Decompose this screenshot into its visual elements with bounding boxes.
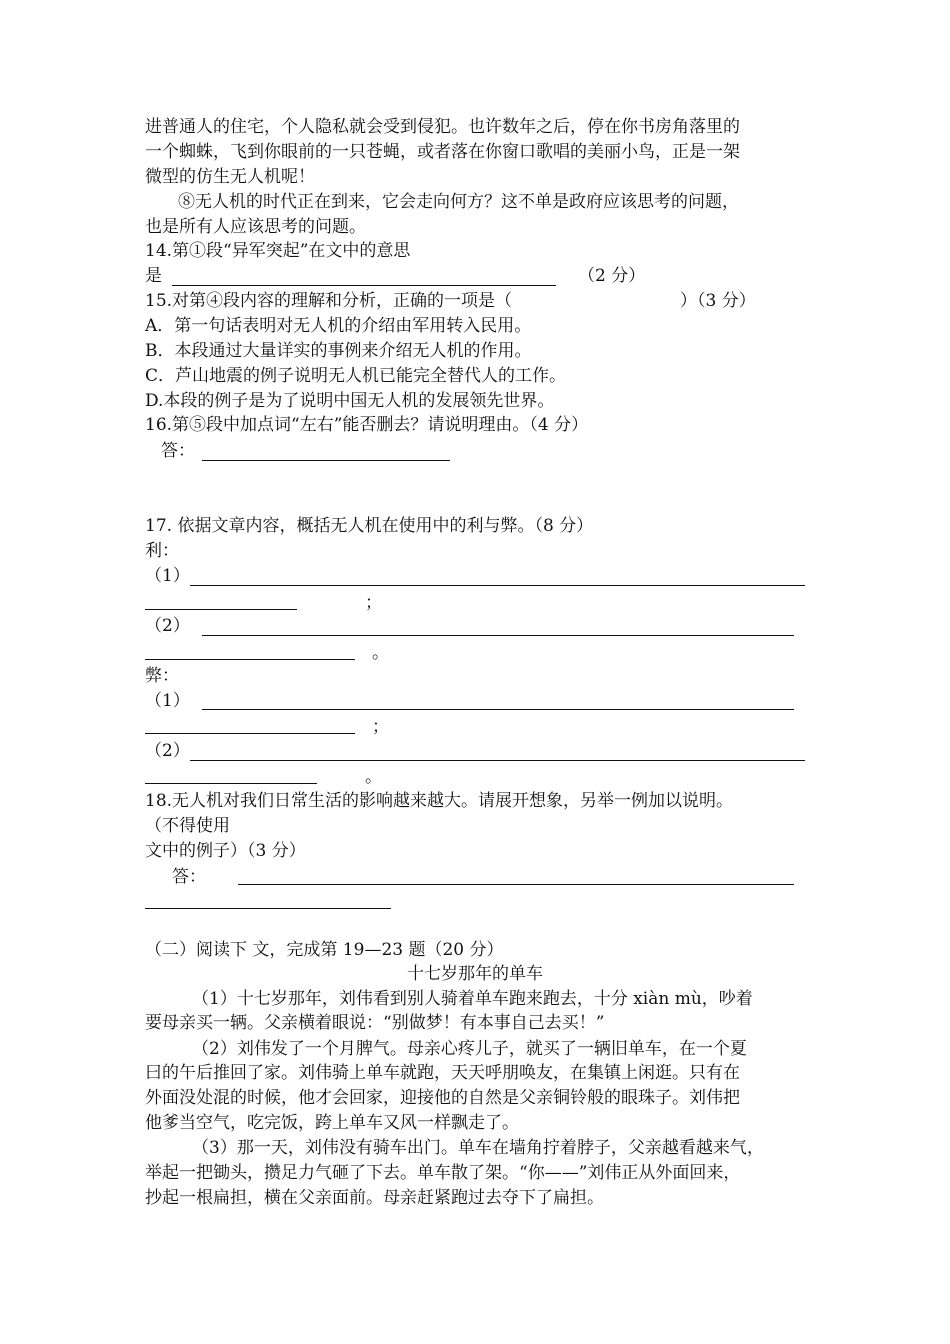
q17-bi-item2-blank[interactable] [190, 760, 805, 761]
q15-score: ）（3 分） [680, 291, 756, 311]
q14-stem: 14.第①段“异军突起”在文中的意思 [145, 241, 411, 261]
q18-answer-blank[interactable] [238, 884, 794, 885]
q17-li-item2-end: 。 [372, 643, 389, 663]
q17-li-item1-blank[interactable] [190, 585, 805, 586]
q17-bi-item1-end: ； [372, 717, 389, 737]
q18-stem-cont: （不得使用 [145, 816, 230, 836]
q17-li-item2-blank[interactable] [202, 635, 794, 636]
q18-stem-cont2: 文中的例子）（3 分） [145, 841, 306, 861]
q15-option-d: D.本段的例子是为了说明中国无人机的发展领先世界。 [145, 391, 555, 411]
passage-line: 一个蜘蛛，飞到你眼前的一只苍蝇，或者落在你窗口歌唱的美丽小鸟，正是一架 [145, 142, 740, 162]
story-line: （1）十七岁那年，刘伟看到别人骑着单车跑来跑去，十分 xiàn mù，吵着 [192, 989, 753, 1009]
q17-li-item1-end: ； [365, 593, 382, 613]
q15-option-b: B．本段通过大量详实的事例来介绍无人机的作用。 [145, 341, 532, 361]
story-line: 举起一把锄头，攒足力气砸了下去。单车散了架。“你——”刘伟正从外面回来， [145, 1163, 741, 1183]
passage-line: 微型的仿生无人机呢！ [145, 167, 315, 187]
section2-heading: （二）阅读下 文，完成第 19—23 题（20 分） [145, 940, 504, 960]
q17-bi-item1-blank-cont[interactable] [145, 733, 355, 734]
q17-bi-item1-blank[interactable] [202, 709, 794, 710]
q17-li-label: 利： [145, 541, 179, 561]
story-line: 曰的午后推回了家。刘伟骑上单车就跑，天天呼朋唤友，在集镇上闲逛。只有在 [145, 1063, 740, 1083]
q18-answer-blank-cont[interactable] [145, 908, 391, 909]
story-title: 十七岁那年的单车 [407, 964, 543, 984]
q17-bi-item2-label: （2） [145, 741, 190, 761]
q14-prefix: 是 [145, 266, 162, 286]
q17-li-item2-blank-cont[interactable] [145, 659, 355, 660]
story-line: （3）那一天，刘伟没有骑车出门。单车在墙角拧着脖子，父亲越看越来气， [192, 1138, 764, 1158]
q14-score: （2 分） [578, 266, 646, 286]
q14-answer-blank[interactable] [172, 285, 556, 286]
q17-bi-label: 弊： [145, 666, 179, 686]
q18-stem: 18.无人机对我们日常生活的影响越来越大。请展开想象，另举一例加以说明。 [145, 791, 734, 811]
q17-li-item1-label: （1） [145, 566, 190, 586]
q16-answer-blank[interactable] [202, 460, 450, 461]
story-line: 他爹当空气，吃完饭，跨上单车又风一样飘走了。 [145, 1113, 519, 1133]
q17-li-item2-label: （2） [145, 616, 190, 636]
q15-option-a: A．第一句话表明对无人机的介绍由军用转入民用。 [145, 316, 532, 336]
story-line: 要母亲买一辆。父亲横着眼说：“别做梦！有本事自己去买！” [145, 1013, 605, 1033]
passage-line: ⑧无人机的时代正在到来，它会走向何方？这不单是政府应该思考的问题， [178, 192, 739, 212]
story-line: （2）刘伟发了一个月脾气。母亲心疼儿子，就买了一辆旧单车，在一个夏 [192, 1039, 747, 1059]
q18-answer-label: 答： [172, 867, 206, 887]
passage-line: 也是所有人应该思考的问题。 [145, 217, 366, 237]
q17-bi-item1-label: （1） [145, 691, 190, 711]
q16-stem: 16.第⑤段中加点词“左右”能否删去？请说明理由。（4 分） [145, 415, 589, 435]
story-line: 外面没处混的时候，他才会回家，迎接他的自然是父亲铜铃般的眼珠子。刘伟把 [145, 1088, 740, 1108]
q15-option-c: C．芦山地震的例子说明无人机已能完全替代人的工作。 [145, 366, 567, 386]
q15-stem: 15.对第④段内容的理解和分析，正确的一项是（ [145, 291, 513, 311]
q17-stem: 17. 依据文章内容，概括无人机在使用中的利与弊。（8 分） [145, 516, 594, 536]
passage-line: 进普通人的住宅，个人隐私就会受到侵犯。也许数年之后，停在你书房角落里的 [145, 117, 740, 137]
q17-bi-item2-blank-cont[interactable] [145, 783, 317, 784]
q16-answer-label: 答： [161, 441, 195, 461]
q17-li-item1-blank-cont[interactable] [145, 609, 297, 610]
story-line: 抄起一根扁担，横在父亲面前。母亲赶紧跑过去夺下了扁担。 [145, 1188, 604, 1208]
q17-bi-item2-end: 。 [365, 767, 382, 787]
